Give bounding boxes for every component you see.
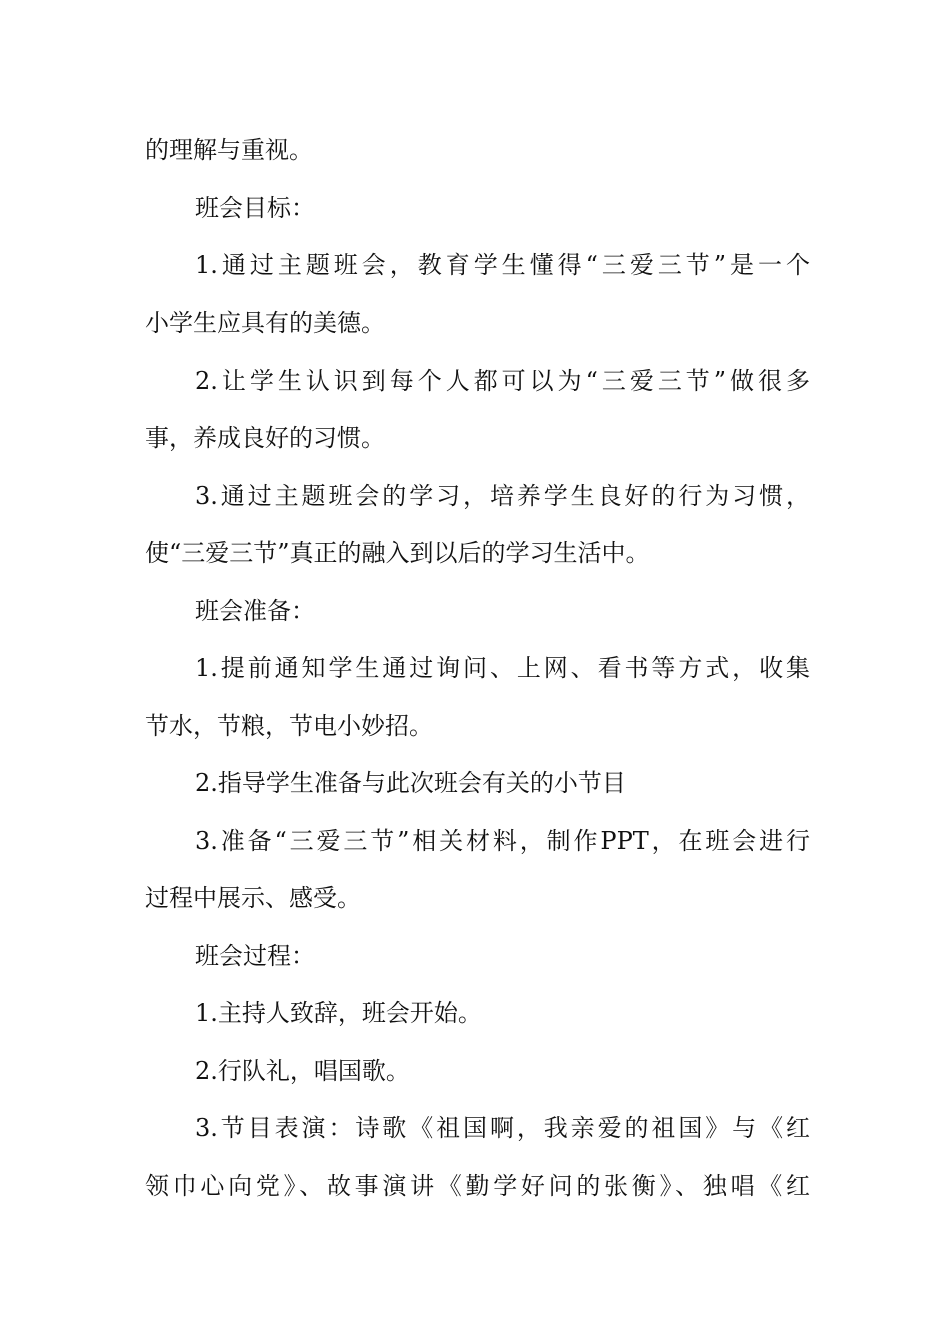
paragraph-line: 领巾心向党》、故事演讲《勤学好问的张衡》、独唱《红 [145, 1172, 810, 1200]
paragraph-line: 3.通过主题班会的学习，培养学生良好的行为习惯， [195, 482, 810, 510]
paragraph-line: 的理解与重视。 [145, 136, 313, 164]
paragraph-line: 1.主持人致辞，班会开始。 [195, 999, 482, 1027]
paragraph-line: 小学生应具有的美德。 [145, 309, 385, 337]
section-heading-preparation: 班会准备： [195, 597, 315, 625]
paragraph-line: 3.节目表演：诗歌《祖国啊，我亲爱的祖国》与《红 [195, 1114, 810, 1142]
paragraph-line: 过程中展示、感受。 [145, 884, 361, 912]
paragraph-line: 1.提前通知学生通过询问、上网、看书等方式，收集 [195, 654, 810, 682]
paragraph-line: 事，养成良好的习惯。 [145, 424, 385, 452]
paragraph-line: 2.指导学生准备与此次班会有关的小节目 [195, 769, 626, 797]
section-heading-process: 班会过程： [195, 942, 315, 970]
section-heading-goals: 班会目标： [195, 194, 315, 222]
paragraph-line: 3.准备“三爱三节”相关材料，制作PPT，在班会进行 [195, 827, 810, 855]
paragraph-line: 使“三爱三节”真正的融入到以后的学习生活中。 [145, 539, 650, 567]
paragraph-line: 2.让学生认识到每个人都可以为“三爱三节”做很多 [195, 367, 810, 395]
paragraph-line: 1.通过主题班会，教育学生懂得“三爱三节”是一个 [195, 251, 810, 279]
paragraph-line: 2.行队礼，唱国歌。 [195, 1057, 410, 1085]
paragraph-line: 节水，节粮，节电小妙招。 [145, 712, 433, 740]
